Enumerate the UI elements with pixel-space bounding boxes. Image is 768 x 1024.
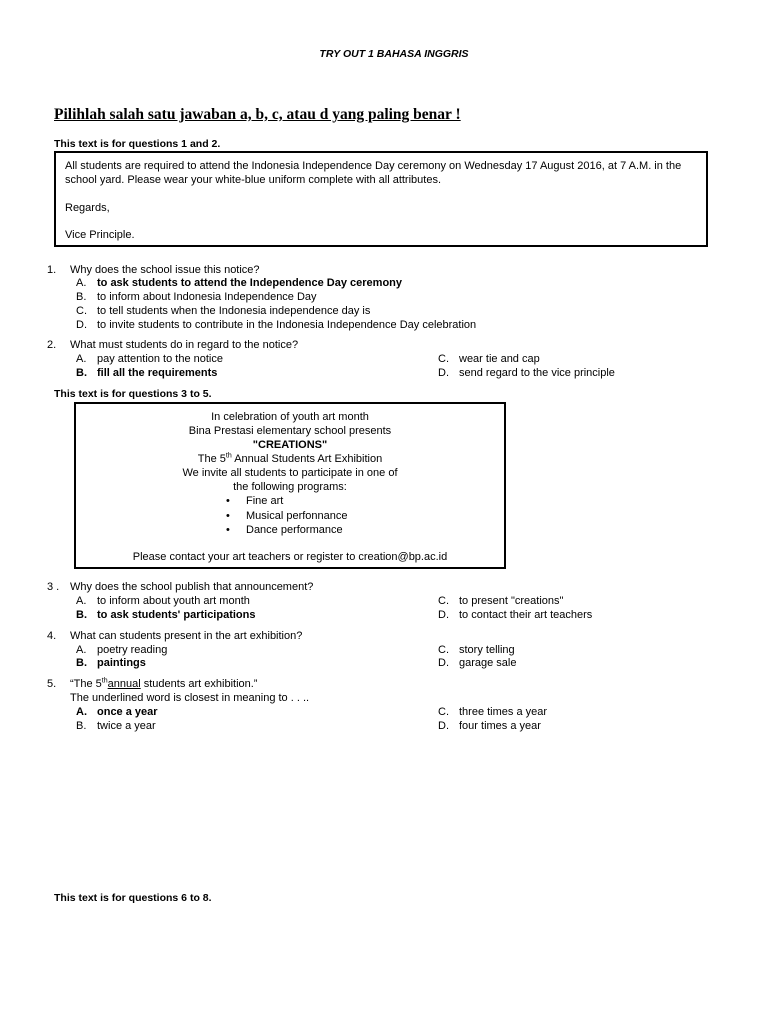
notice-signature: Vice Principle. [65, 229, 135, 241]
option-letter: B. [76, 367, 87, 379]
question-text: “The 5thannual students art exhibition.” [70, 677, 258, 690]
question-text: Why does the school issue this notice? [70, 264, 260, 276]
underlined-word: annual [107, 678, 141, 690]
question-number: 3 . [47, 581, 60, 593]
bullet-icon: • [226, 495, 230, 507]
option-text: to inform about youth art month [97, 595, 250, 607]
announcement-line-4: The 5th Annual Students Art Exhibition [197, 452, 383, 465]
announcement-line-5: We invite all students to participate in one of [182, 467, 398, 479]
option-letter: A. [76, 706, 87, 718]
option-text: fill all the requirements [97, 367, 218, 379]
announcement-box: In celebration of youth art month Bina Prestasi elementary school presents "CREATIONS" The 5th Annual Students Art Exhibition We invite all students to participate in one of the following programs: • Fine art • Musical perfonnance • Dance performance Please contact your art teachers or register to creation@bp.ac.id [74, 402, 506, 569]
question-number: 1. [47, 264, 57, 276]
notice-line-2: school yard. Please wear your white-blue uniform complete with all attributes. [65, 174, 442, 186]
option-letter: A. [76, 277, 87, 289]
announcement-title: "CREATIONS" [252, 439, 328, 451]
option-text: poetry reading [97, 644, 168, 656]
option-letter: A. [76, 644, 87, 656]
option-text: to present "creations" [459, 595, 564, 607]
option-letter: C. [76, 305, 87, 317]
section-label-q3-5: This text is for questions 3 to 5. [54, 388, 212, 400]
option-letter: C. [438, 706, 449, 718]
question-text-2: The underlined word is closest in meaning to . . .. [70, 692, 310, 704]
option-text: three times a year [459, 706, 548, 718]
option-letter: D. [438, 367, 449, 379]
option-text: to tell students when the Indonesia independence day is [97, 305, 371, 317]
option-letter: D. [438, 609, 449, 621]
question-number: 2. [47, 339, 57, 351]
option-text: story telling [459, 644, 515, 656]
section-label-q1-2: This text is for questions 1 and 2. [54, 138, 221, 150]
bullet-icon: • [226, 524, 230, 536]
option-text: to inform about Indonesia Independence Day [97, 291, 317, 303]
option-letter: B. [76, 720, 87, 732]
announcement-line-2: Bina Prestasi elementary school presents [188, 425, 392, 437]
option-letter: C. [438, 595, 449, 607]
option-text: paintings [97, 657, 146, 669]
option-letter: B. [76, 291, 87, 303]
announcement-line-6: the following programs: [233, 481, 347, 493]
question-text: What can students present in the art exhibition? [70, 630, 303, 642]
option-letter: A. [76, 595, 87, 607]
option-letter: D. [438, 720, 449, 732]
announcement-line-1: In celebration of youth art month [211, 411, 369, 423]
question-number: 4. [47, 630, 57, 642]
option-text: send regard to the vice principle [459, 367, 615, 379]
question-number: 5. [47, 678, 57, 690]
question-text: Why does the school publish that announcement? [70, 581, 314, 593]
option-text: to invite students to contribute in the Indonesia Independence Day celebration [97, 319, 477, 331]
document-title: TRY OUT 1 BAHASA INGGRIS [319, 48, 469, 60]
notice-closing: Regards, [65, 202, 110, 214]
option-text: pay attention to the notice [97, 353, 223, 365]
option-text: twice a year [97, 720, 156, 732]
option-text: to ask students to attend the Independence Day ceremony [97, 277, 403, 289]
option-text: garage sale [459, 657, 517, 669]
option-text: to contact their art teachers [459, 609, 593, 621]
notice-box [54, 151, 708, 247]
option-letter: B. [76, 657, 87, 669]
option-letter: C. [438, 644, 449, 656]
option-letter: C. [438, 353, 449, 365]
instruction-heading: Pilihlah salah satu jawaban a, b, c, atau d yang paling benar ! [54, 106, 461, 123]
question-text: What must students do in regard to the notice? [70, 339, 299, 351]
option-text: once a year [97, 706, 158, 718]
option-letter: D. [76, 319, 87, 331]
notice-line-1: All students are required to attend the Indonesia Independence Day ceremony on Wednesday 17 August 2016, at 7 A.M. in the [65, 160, 682, 172]
section-label-q6-8: This text is for questions 6 to 8. [54, 892, 212, 904]
option-letter: A. [76, 353, 87, 365]
option-text: to ask students' participations [97, 609, 256, 621]
option-text: four times a year [459, 720, 541, 732]
option-letter: D. [438, 657, 449, 669]
bullet-icon: • [226, 510, 230, 522]
announcement-contact: Please contact your art teachers or register to creation@bp.ac.id [132, 551, 448, 563]
option-letter: B. [76, 609, 87, 621]
option-text: wear tie and cap [459, 353, 540, 365]
